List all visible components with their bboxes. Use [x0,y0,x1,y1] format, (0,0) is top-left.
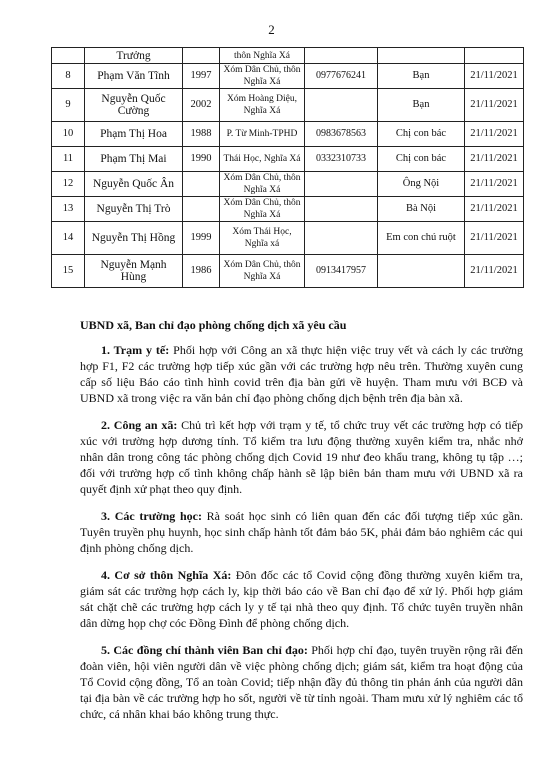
cell-year: 1986 [183,255,220,288]
cell-date: 21/11/2021 [465,255,524,288]
section-label: 2. Công an xã: [101,418,178,432]
cell-name: Nguyễn Thị Hồng [85,222,183,255]
cell-name: Trưởng [85,48,183,64]
cell-relation: Ông Nội [378,172,465,197]
cell-name: Phạm Thị Mai [85,147,183,172]
section-paragraph [80,508,523,556]
cell-date: 21/11/2021 [465,122,524,147]
section-label: 3. Các trường học: [101,509,202,523]
table-row [52,122,524,147]
cell-phone [305,197,378,222]
cell-phone [305,89,378,122]
cell-phone [305,48,378,64]
cell-stt: 8 [52,64,85,89]
cell-address: Xóm Dân Chủ, thôn Nghĩa Xá [220,255,305,288]
cell-name: Phạm Thị Hoa [85,122,183,147]
cell-date: 21/11/2021 [465,147,524,172]
cell-stt: 15 [52,255,85,288]
cell-stt: 9 [52,89,85,122]
page-number: 2 [268,22,275,37]
cell-phone: 0977676241 [305,64,378,89]
cell-year [183,172,220,197]
cell-year: 1999 [183,222,220,255]
table-row [52,172,524,197]
cell-stt: 10 [52,122,85,147]
cell-stt: 12 [52,172,85,197]
cell-address: Xóm Thái Học, Nghĩa xá [220,222,305,255]
cell-relation: Chị con bác [378,122,465,147]
section-text: Phối hợp với Công an xã thực hiện việc truy vết và cách ly các trường hợp F1, F2 các trường hợp tiếp xúc gần với các trường hợp nêu trên. Thường xuyên cung cấp số liệu Báo cáo tình hình covid trên địa bàn gửi về huyện. Tham mưu với BCĐ và UBND xã trong việc ra văn bản chỉ đạo phòng chống dịch bệnh trên địa bàn xã. [80,343,523,405]
cell-year: 1988 [183,122,220,147]
cell-address: P. Từ Minh-TPHD [220,122,305,147]
section-paragraph [80,417,523,497]
section-text: Chủ trì kết hợp với trạm y tế, tổ chức truy vết các trường hợp có tiếp xúc với trường hợp dương tính. Tổ kiểm tra lưu động thường xuyên kiểm tra, nhắc nhở nhân dân trong công tác phòng chống dịch Covid 19 như đeo khẩu trang, không tụ tập …; đối với trường hợp cố tình không chấp hành sẽ lập biên bản tham mưu với UBND xã ra quyết định xử phạt theo quy định. [80,418,524,496]
cell-name: Nguyễn Quốc Cường [85,89,183,122]
table-row [52,255,524,288]
cell-stt: 13 [52,197,85,222]
cell-phone: 0983678563 [305,122,378,147]
table-row [52,64,524,89]
cell-phone [305,172,378,197]
section-label: 4. Cơ sở thôn Nghĩa Xá: [101,568,232,582]
cell-year: 2002 [183,89,220,122]
cell-date: 21/11/2021 [465,222,524,255]
cell-address: Xóm Dân Chủ, thôn Nghĩa Xá [220,197,305,222]
cell-address: Xóm Dân Chủ, thôn Nghĩa Xá [220,172,305,197]
cell-address: Thái Học, Nghĩa Xá [220,147,305,172]
cell-phone: 0332310733 [305,147,378,172]
section-text: Đôn đốc các tổ Covid cộng đồng thường xuyên kiểm tra, giám sát các trường hợp cách ly, kịp thời báo cáo về Ban chỉ đạo để xử lý. Phối hợp giám sát chặt chẽ các trường hợp cách ly y tế tại nhà theo quy định. Tổ chức tuyên truyền nhân dân dừng họp chợ cóc Đồng Đình để phòng chống dịch. [80,568,523,630]
cell-phone: 0913417957 [305,255,378,288]
cell-relation: Chị con bác [378,147,465,172]
cell-relation: Em con chú ruột [378,222,465,255]
table-row [52,197,524,222]
cell-year: 1997 [183,64,220,89]
cell-address: thôn Nghĩa Xá [220,48,305,64]
table-row [52,48,524,64]
cell-name: Phạm Văn Tĩnh [85,64,183,89]
cell-date: 21/11/2021 [465,89,524,122]
table-row [52,222,524,255]
cell-date [465,48,524,64]
cell-relation [378,255,465,288]
cell-year [183,197,220,222]
cell-relation: Bạn [378,89,465,122]
section-text: Phối hợp chỉ đạo, tuyên truyền rộng rãi đến đoàn viên, hội viên người dân về việc phòng chống dịch; giám sát, kiểm tra hoạt động của Tổ Covid cộng đồng, Tổ an toàn Covid; tiếp nhận đầy đủ thông tin phản ánh của người dân tại địa bàn về các trường hợp ho sốt, người về từ tỉnh ngoài. Tham mưu xử lý nghiêm các tổ chức, cá nhân khai báo không trung thực. [80,643,523,721]
section-label: 1. Trạm y tế: [101,343,170,357]
table-body [52,48,524,288]
cell-year: 1990 [183,147,220,172]
sections-list [80,342,523,722]
section-text: Rà soát học sinh có liên quan đến các đối tượng tiếp xúc gần. Tuyên truyền phụ huynh, học sinh chấp hành tốt đảm bảo 5K, phải đảm bảo nghiêm các qui định phòng chống dịch. [80,509,523,555]
cell-relation: Bà Nội [378,197,465,222]
cell-date: 21/11/2021 [465,197,524,222]
table-row [52,89,524,122]
section-paragraph [80,567,523,631]
cell-date: 21/11/2021 [465,64,524,89]
section-heading: UBND xã, Ban chỉ đạo phòng chống dịch xã yêu cầu [80,318,347,332]
cell-name: Nguyễn Mạnh Hùng [85,255,183,288]
cell-address: Xóm Dân Chủ, thôn Nghĩa Xá [220,64,305,89]
document-body [80,317,523,733]
table-row [52,147,524,172]
section-label: 5. Các đồng chí thành viên Ban chỉ đạo: [101,643,308,657]
cell-date: 21/11/2021 [465,172,524,197]
cell-relation: Bạn [378,64,465,89]
cell-name: Nguyễn Thị Trò [85,197,183,222]
cell-relation [378,48,465,64]
cell-address: Xóm Hoàng Diệu, Nghĩa Xá [220,89,305,122]
cell-phone [305,222,378,255]
cell-year [183,48,220,64]
cell-stt: 14 [52,222,85,255]
section-paragraph [80,342,523,406]
cell-name: Nguyễn Quốc Ân [85,172,183,197]
cell-stt [52,48,85,64]
cell-stt: 11 [52,147,85,172]
contacts-table [51,47,524,288]
section-paragraph [80,642,523,722]
